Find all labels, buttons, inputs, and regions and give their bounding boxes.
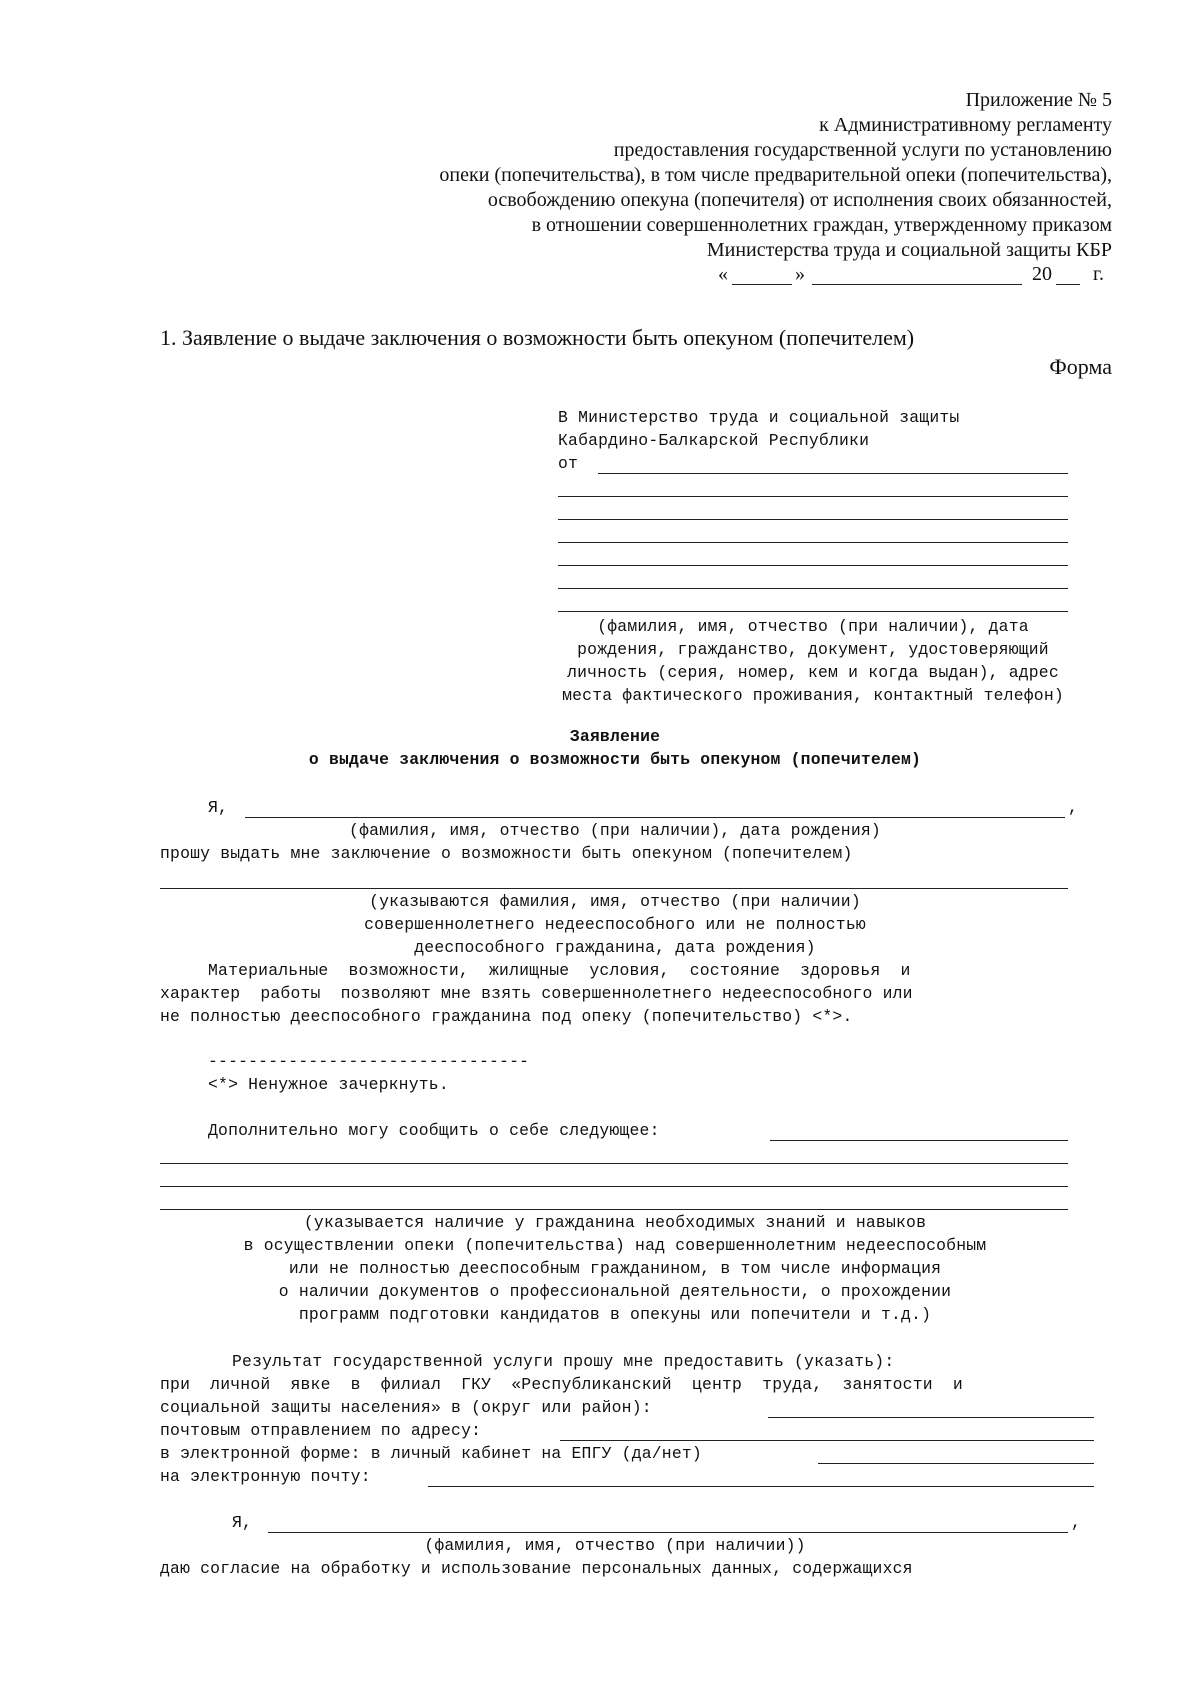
date-day-field[interactable] — [732, 284, 792, 285]
addressee-hint-2: рождения, гражданство, документ, удостоверяющий — [577, 640, 1049, 659]
district-field[interactable] — [768, 1417, 1094, 1418]
consent-name-field[interactable] — [268, 1532, 1068, 1533]
additional-hint-2: в осуществлении опеки (попечительства) над совершеннолетним недееспособным — [243, 1236, 987, 1255]
material-line-3: не полностью дееспособного гражданина под опеку (попечительство) <*>. — [160, 1007, 853, 1026]
additional-hint-4: о наличии документов о профессиональной деятельности, о прохождении — [278, 1282, 952, 1301]
additional-label: Дополнительно могу сообщить о себе следующее: — [208, 1121, 660, 1140]
addressee-hint-3: личность (серия, номер, кем и когда выдан), адрес — [567, 663, 1059, 682]
additional-field-4[interactable] — [160, 1209, 1068, 1210]
material-line-1: Материальные возможности, жилищные условия, состояние здоровья и — [208, 961, 911, 980]
date-month-field[interactable] — [812, 284, 1022, 285]
material-line-2: характер работы позволяют мне взять совершеннолетнего недееспособного или — [160, 984, 913, 1003]
result-option-3: в электронной форме: в личный кабинет на ЕПГУ (да/нет) — [160, 1444, 702, 1463]
applicant-i-label: Я, — [208, 798, 229, 817]
ward-name-field[interactable] — [160, 888, 1068, 889]
footnote-text: <*> Ненужное зачеркнуть. — [208, 1075, 449, 1094]
result-option-2: почтовым отправлением по адресу: — [160, 1421, 482, 1440]
applicant-field-4[interactable] — [558, 542, 1068, 543]
appendix-line-6: в отношении совершеннолетних граждан, утвержденному приказом — [531, 214, 1112, 236]
result-option-4: на электронную почту: — [160, 1467, 371, 1486]
applicant-comma: , — [1068, 798, 1079, 817]
applicant-field-3[interactable] — [558, 519, 1068, 520]
consent-hint: (фамилия, имя, отчество (при наличии)) — [424, 1536, 806, 1555]
form-label: Форма — [1049, 354, 1112, 379]
date-year-prefix: 20 — [1032, 263, 1052, 285]
date-year-suffix: г. — [1093, 263, 1104, 285]
addressee-hint-4: места фактического проживания, контактный телефон) — [562, 686, 1064, 705]
appendix-line-3: предоставления государственной услуги по установлению — [613, 139, 1112, 161]
appendix-line-1: Приложение № 5 — [965, 89, 1112, 111]
additional-hint-3: или не полностью дееспособным гражданином, в том числе информация — [288, 1259, 942, 1278]
ward-hint-1: (указываются фамилия, имя, отчество (при наличии) — [369, 892, 861, 911]
appendix-line-4: опеки (попечительства), в том числе предварительной опеки (попечительства), — [439, 164, 1112, 186]
consent-text: даю согласие на обработку и использование персональных данных, содержащихся — [160, 1559, 913, 1578]
applicant-field-2[interactable] — [558, 496, 1068, 497]
additional-field-2[interactable] — [160, 1163, 1068, 1164]
date-open-quote: « — [718, 263, 728, 285]
additional-hint-1: (указывается наличие у гражданина необходимых знаний и навыков — [303, 1213, 927, 1232]
applicant-name-hint: (фамилия, имя, отчество (при наличии), дата рождения) — [349, 821, 881, 840]
statement-subtitle: о выдаче заключения о возможности быть опекуном (попечителем) — [308, 750, 922, 769]
epgu-field[interactable] — [818, 1463, 1094, 1464]
consent-comma: , — [1071, 1513, 1082, 1532]
statement-title: Заявление — [569, 727, 661, 746]
additional-field-3[interactable] — [160, 1186, 1068, 1187]
applicant-field-7[interactable] — [558, 611, 1068, 612]
ward-hint-3: дееспособного гражданина, дата рождения) — [414, 938, 816, 957]
additional-field-1[interactable] — [770, 1140, 1068, 1141]
date-year-field[interactable] — [1056, 284, 1080, 285]
additional-hint-5: программ подготовки кандидатов в опекуны или попечители и т.д.) — [298, 1305, 932, 1324]
footnote-rule: -------------------------------- — [208, 1052, 530, 1071]
addressee-from: от — [558, 454, 579, 473]
applicant-field-6[interactable] — [558, 588, 1068, 589]
addressee-line-1: В Министерство труда и социальной защиты — [558, 408, 960, 427]
result-option-1a: при личной явке в филиал ГКУ «Республиканский центр труда, занятости и — [160, 1375, 963, 1394]
ward-hint-2: совершеннолетнего недееспособного или не полностью — [364, 915, 866, 934]
appendix-line-2: к Административному регламенту — [819, 114, 1112, 136]
addressee-hint-1: (фамилия, имя, отчество (при наличии), дата — [597, 617, 1029, 636]
addressee-line-2: Кабардино-Балкарской Республики — [558, 431, 870, 450]
result-option-1b: социальной защиты населения» в (округ или район): — [160, 1398, 652, 1417]
applicant-field-1[interactable] — [598, 473, 1068, 474]
applicant-field-5[interactable] — [558, 565, 1068, 566]
date-close-quote: » — [795, 263, 805, 285]
result-intro: Результат государственной услуги прошу мне предоставить (указать): — [232, 1352, 895, 1371]
appendix-line-5: освобождению опекуна (попечителя) от исполнения своих обязанностей, — [487, 189, 1112, 211]
email-field[interactable] — [428, 1486, 1094, 1487]
appendix-line-7: Министерства труда и социальной защиты КБР — [706, 239, 1112, 261]
section-title: 1. Заявление о выдаче заключения о возможности быть опекуном (попечителем) — [160, 325, 915, 350]
postal-address-field[interactable] — [560, 1440, 1094, 1441]
request-line: прошу выдать мне заключение о возможности быть опекуном (попечителем) — [160, 844, 853, 863]
applicant-name-field[interactable] — [245, 817, 1065, 818]
consent-i-label: Я, — [232, 1513, 253, 1532]
